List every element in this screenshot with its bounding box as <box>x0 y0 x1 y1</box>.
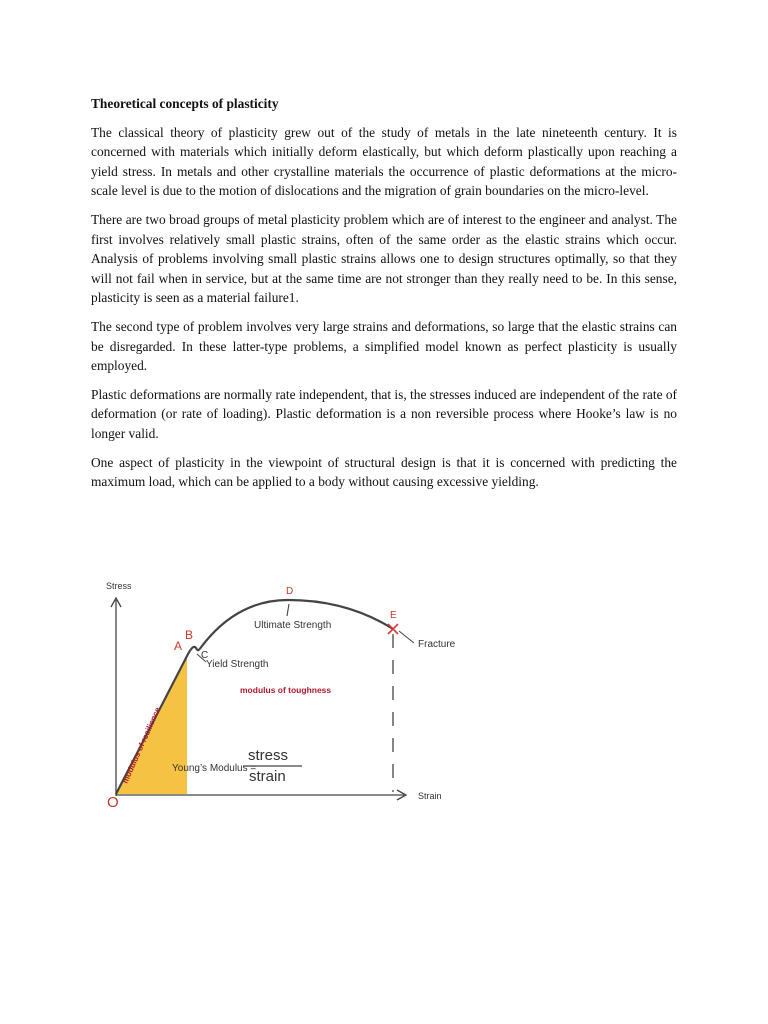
ultimate-strength-tick <box>287 604 289 616</box>
paragraph: Plastic deformations are normally rate independent, that is, the stresses induced are independent of the rate of deformation (or rate of loading). Plastic deformation is a non reversible process where Hooke’s law is no longer valid. <box>91 386 678 441</box>
y-axis-label: Stress <box>106 581 132 591</box>
ultimate-strength-label: Ultimate Strength <box>254 620 332 631</box>
toughness-label: modulus of toughness <box>240 685 332 695</box>
fracture-leader <box>399 631 414 643</box>
resilience-label: modulus of resilience <box>120 706 163 785</box>
youngs-modulus-label: Young’s Modulus = <box>172 763 257 774</box>
paragraph: There are two broad groups of metal plasticity problem which are of interest to the engineer and analyst. The first involves relatively small plastic strains, often of the same order as the elastic strains which occur. Analysis of problems involving small plastic strains allows one to design structures optimally, so that they will not fail when in service, but at the same time are not stronger than they really need to be. In this sense, plasticity is seen as a material failure1. <box>91 211 677 306</box>
stress-strain-diagram <box>88 574 488 814</box>
yield-strength-label: Yield Strength <box>206 659 269 670</box>
fracture-mark-icon <box>388 624 398 634</box>
fracture-label: Fracture <box>418 639 456 650</box>
point-a-label: A <box>174 639 183 653</box>
point-e-label: E <box>390 610 397 621</box>
x-axis-label: Strain <box>418 791 442 801</box>
strain-word: strain <box>249 768 286 785</box>
paragraph: The classical theory of plasticity grew out of the study of metals in the late nineteenth century. It is concerned with materials which initially deform elastically, but which deform plastically upon reaching a yield stress. In metals and other crystalline materials the occurrence of plastic deformations at the micro-scale level is due to the motion of dislocations and the migration of grain boundaries on the micro-level. <box>91 124 677 199</box>
paragraph: The second type of problem involves very large strains and deformations, so large that the elastic strains can be disregarded. In these latter-type problems, a simplified model known as perfect plasticity is usually employed. <box>91 318 677 374</box>
stress-strain-svg <box>88 574 488 814</box>
document-body <box>91 94 677 501</box>
point-c-label: C <box>201 650 209 661</box>
point-b-label: B <box>185 628 194 642</box>
document-title: Theoretical concepts of plasticity <box>91 96 279 111</box>
paragraph: One aspect of plasticity in the viewpoint of structural design is that it is concerned with predicting the maximum load, which can be applied to a body without causing excessive yielding. <box>91 454 677 490</box>
point-d-label: D <box>286 586 294 597</box>
stress-word: stress <box>248 747 289 764</box>
origin-label: O <box>107 794 119 811</box>
